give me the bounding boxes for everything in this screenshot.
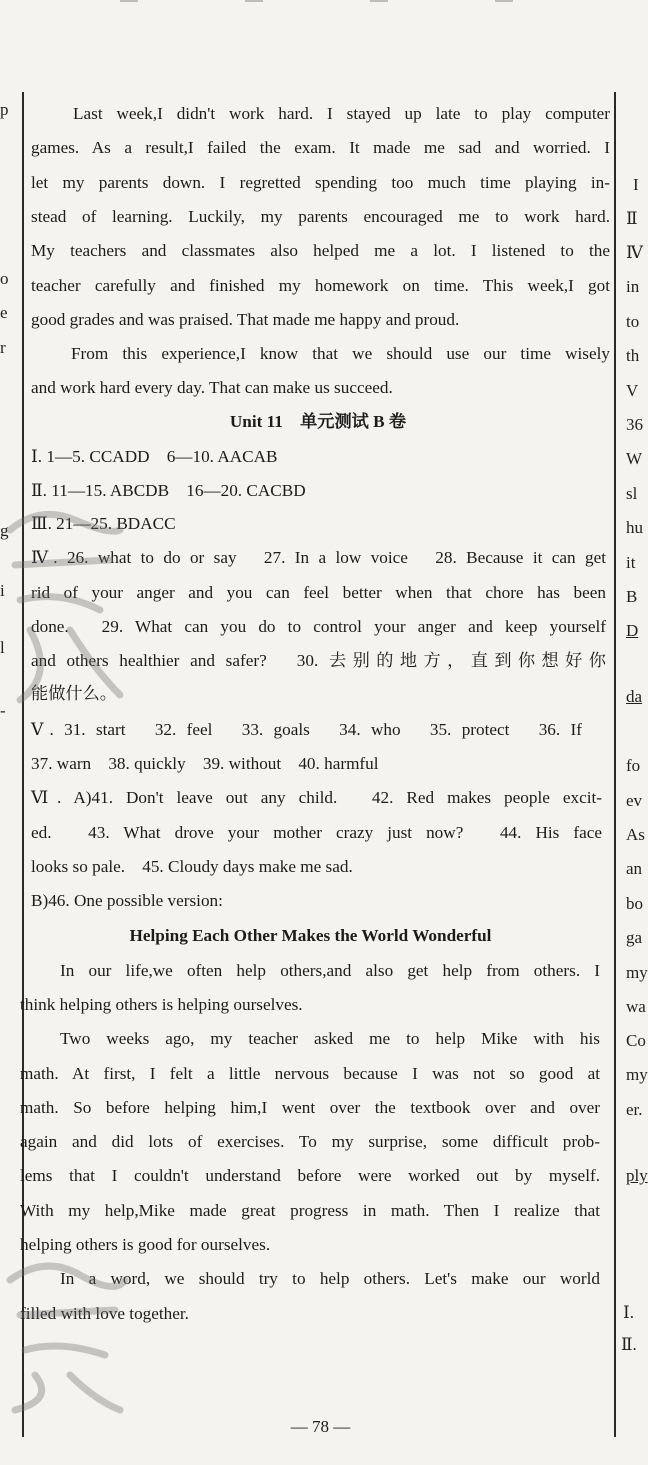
right-edge-fragment: Ⅳ — [626, 243, 643, 262]
left-edge-fragment: p — [0, 100, 9, 119]
right-edge-fragment: ga — [626, 928, 643, 947]
right-edge-fragment: ply — [626, 1166, 648, 1185]
answer-line: and others healthier and safer? 30. 去别的地方，直到你想好你 — [31, 651, 606, 670]
essay-line: filled with love together. — [20, 1304, 189, 1323]
essay-line: helping others is good for ourselves. — [20, 1235, 271, 1254]
essay-line: stead of learning. Luckily, my parents encouraged me to work hard. — [31, 207, 610, 226]
page-number-value: 78 — [312, 1417, 329, 1436]
right-edge-fragment: er. — [626, 1100, 643, 1119]
right-edge-fragment: Ⅱ — [626, 209, 638, 228]
right-edge-fragment: D — [626, 621, 639, 640]
essay-line: My teachers and classmates also helped me a lot. I listened to the — [31, 241, 610, 260]
essay-line: In our life,we often help others,and also get help from others. I — [60, 961, 600, 980]
answer-line: looks so pale. 45. Cloudy days make me sad. — [31, 857, 353, 876]
column-divider-right — [614, 92, 616, 1437]
left-edge-fragment: i — [0, 581, 5, 600]
essay-line: With my help,Mike made great progress in math. Then I realize that — [20, 1201, 600, 1220]
right-edge-fragment: 36 — [626, 415, 643, 434]
essay-line: again and did lots of exercises. To my surprise, some difficult prob- — [20, 1132, 600, 1151]
right-edge-fragment: in — [626, 277, 640, 296]
essay-line: math. At first, I felt a little nervous because I was not so good at — [20, 1064, 600, 1083]
scan-mark — [245, 0, 263, 2]
essay-line: From this experience,I know that we should use our time wisely — [71, 344, 610, 363]
scan-mark — [495, 0, 513, 2]
answer-line: 能做什么。 — [31, 684, 117, 703]
essay-line: Last week,I didn't work hard. I stayed up late to play computer — [73, 104, 610, 123]
right-edge-fragment: fo — [626, 756, 641, 775]
right-edge-fragment: sl — [626, 484, 638, 503]
essay-line: let my parents down. I regretted spending too much time playing in- — [31, 173, 610, 192]
essay-title: Helping Each Other Makes the World Wonderful — [129, 926, 492, 945]
right-edge-fragment: Co — [626, 1031, 646, 1050]
right-edge-fragment: it — [626, 553, 636, 572]
answer-line: rid of your anger and you can feel better when that chore has been — [31, 583, 606, 602]
essay-line: teacher carefully and finished my homework on time. This week,I got — [31, 276, 610, 295]
right-edge-fragment: hu — [626, 518, 643, 537]
right-edge-fragment: As — [626, 825, 645, 844]
left-edge-fragment: r — [0, 338, 6, 357]
essay-line: good grades and was praised. That made me happy and proud. — [31, 310, 460, 329]
right-edge-fragment: da — [626, 687, 643, 706]
right-edge-fragment: ev — [626, 791, 643, 810]
right-edge-fragment: an — [626, 859, 643, 878]
answer-line: Ⅰ. 1—5. CCADD 6—10. AACAB — [31, 447, 278, 466]
dash-left: — — [290, 1417, 312, 1436]
right-edge-fragment: bo — [626, 894, 643, 913]
answer-line: ed. 43. What drove your mother crazy just now? 44. His face — [31, 823, 602, 842]
answer-line: Ⅳ. 26. what to do or say 27. In a low voice 28. Because it can get — [31, 548, 606, 567]
answer-line: Ⅴ. 31. start 32. feel 33. goals 34. who 35. protect 36. If — [31, 720, 582, 739]
answer-line: done. 29. What can you do to control your anger and keep yourself — [31, 617, 606, 636]
dash-right: — — [329, 1417, 351, 1436]
essay-line: Two weeks ago, my teacher asked me to help Mike with his — [60, 1029, 600, 1048]
answer-line: 37. warn 38. quickly 39. without 40. harmful — [31, 754, 379, 773]
right-edge-fragment: V — [626, 381, 639, 400]
right-edge-fragment: I — [633, 175, 639, 194]
answer-line: Ⅱ. 11—15. ABCDB 16—20. CACBD — [31, 481, 306, 500]
right-edge-fragment: to — [626, 312, 640, 331]
essay-line: lems that I couldn't understand before were worked out by myself. — [20, 1166, 600, 1185]
left-edge-fragment: o — [0, 269, 9, 288]
left-edge-fragment: e — [0, 303, 8, 322]
right-edge-fragment: my — [626, 1065, 648, 1084]
right-edge-fragment: wa — [626, 997, 646, 1016]
page-number — [0, 1417, 641, 1437]
essay-line: In a word, we should try to help others. Let's make our world — [60, 1269, 600, 1288]
left-edge-fragment: l — [0, 638, 5, 657]
essay-line: games. As a result,I failed the exam. It made me sad and worried. I — [31, 138, 610, 157]
watermark-stamp — [0, 1255, 130, 1415]
watermark-stamp — [0, 500, 130, 710]
right-edge-fragment: Ⅰ. — [623, 1303, 634, 1322]
right-edge-fragment: W — [626, 449, 643, 468]
essay-line: math. So before helping him,I went over the textbook over and over — [20, 1098, 600, 1117]
right-edge-fragment: th — [626, 346, 640, 365]
answer-line: Ⅵ. A)41. Don't leave out any child. 42. Red makes people excit- — [31, 788, 602, 807]
left-edge-fragment: g — [0, 521, 9, 540]
scan-mark — [120, 0, 138, 2]
left-edge-fragment: - — [0, 701, 6, 720]
right-edge-fragment: B — [626, 587, 638, 606]
essay-line: think helping others is helping ourselves. — [20, 995, 303, 1014]
answer-line: B)46. One possible version: — [31, 891, 223, 910]
scan-mark — [370, 0, 388, 2]
section-title: Unit 11 单元测试 B 卷 — [229, 412, 407, 431]
essay-line: and work hard every day. That can make us succeed. — [31, 378, 393, 397]
answer-line: Ⅲ. 21—25. BDACC — [31, 514, 176, 533]
right-edge-fragment: Ⅱ. — [621, 1335, 637, 1354]
right-edge-fragment: my — [626, 963, 648, 982]
